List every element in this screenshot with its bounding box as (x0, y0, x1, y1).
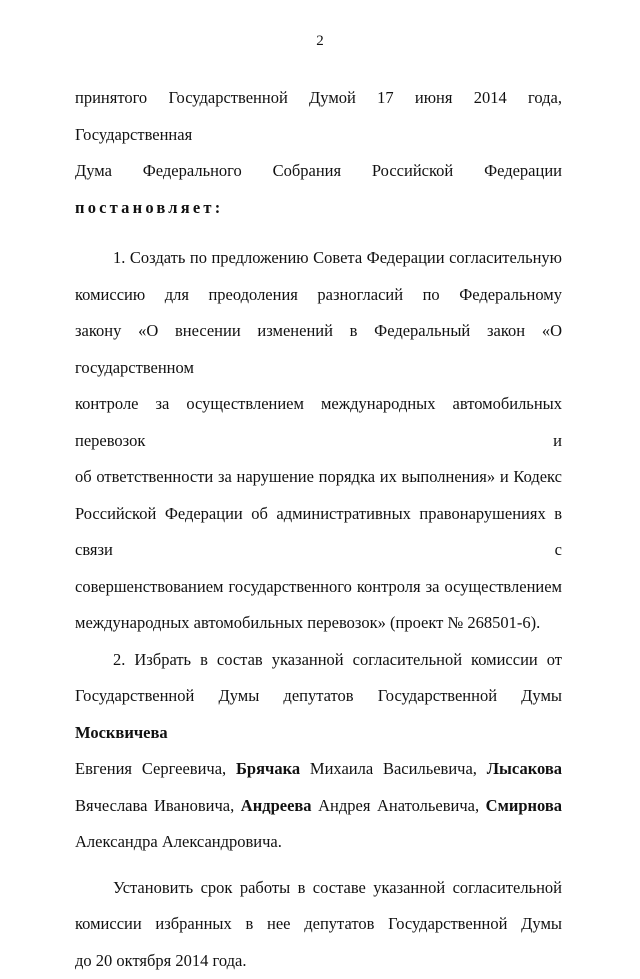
deputy-surname: Смирнова (486, 796, 562, 815)
preamble-line-2: Дума Федерального Собрания Российской Федерации (75, 153, 562, 190)
document-body (75, 80, 562, 979)
deputy-name: Михаила Васильевича, (310, 759, 477, 778)
deputy-surname: Андреева (241, 796, 312, 815)
resolves-heading: постановляет: (75, 190, 562, 227)
item-1-line: об ответственности за нарушение порядка их выполнения» и Кодекс (75, 459, 562, 496)
item-1-line: совершенствованием государственного контроля за осуществлением (75, 569, 562, 606)
item-1-line: контроле за осуществлением международных автомобильных перевозок и (75, 386, 562, 459)
preamble-line-1: принятого Государственной Думой 17 июня 2014 года, Государственная (75, 80, 562, 153)
item-2-line-3 (75, 751, 562, 788)
deputy-surname: Москвичева (75, 723, 168, 742)
item-1-line: 1. Создать по предложению Совета Федерации согласительную (75, 240, 562, 277)
term-paragraph (75, 870, 562, 979)
item-1-line: комиссию для преодоления разногласий по Федеральному (75, 277, 562, 314)
deputy-name: Евгения Сергеевича, (75, 759, 226, 778)
item-1-paragraph (75, 240, 562, 642)
term-line: до 20 октября 2014 года. (75, 943, 562, 979)
deputy-name: Андрея Анатольевича, (318, 796, 479, 815)
term-line: Установить срок работы в составе указанной согласительной (75, 870, 562, 907)
item-2-line-4 (75, 788, 562, 825)
item-2-paragraph (75, 642, 562, 861)
item-2-prefix: Государственной Думы депутатов Государственной Думы (75, 686, 562, 705)
term-line: комиссии избранных в нее депутатов Государственной Думы (75, 906, 562, 943)
item-1-line: закону «О внесении изменений в Федеральный закон «О государственном (75, 313, 562, 386)
item-2-line-5: Александра Александровича. (75, 824, 562, 861)
deputy-surname: Брячака (236, 759, 300, 778)
item-1-line: Российской Федерации об административных правонарушениях в связи с (75, 496, 562, 569)
deputy-surname: Лысакова (487, 759, 562, 778)
page-number: 2 (0, 33, 640, 50)
item-1-line: международных автомобильных перевозок» (проект № 268501-6). (75, 605, 562, 642)
item-2-line-1: 2. Избрать в состав указанной согласительной комиссии от (75, 642, 562, 679)
item-2-line-2 (75, 678, 562, 751)
deputy-name: Вячеслава Ивановича, (75, 796, 234, 815)
